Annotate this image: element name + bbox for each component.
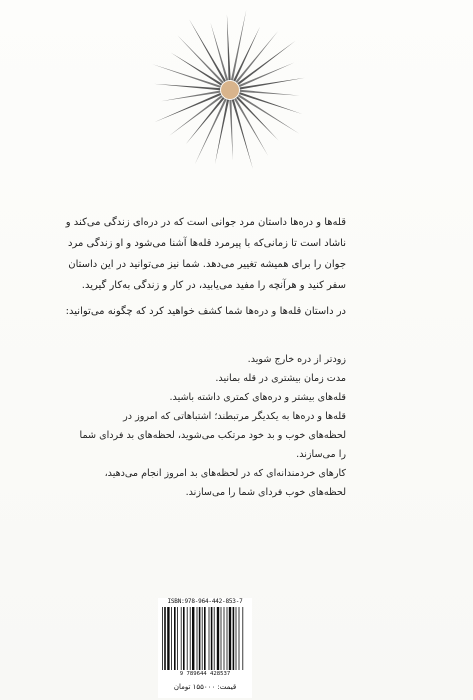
star-spike [240,90,300,96]
barcode-bar [221,607,222,670]
star-spike [186,97,225,144]
barcode-bar [227,607,228,670]
list-line: را می‌سازند. [296,449,346,460]
intro-line: در داستان قله‌ها و دره‌ها شما کشف خواهید کرد که چگونه می‌توانید: [65,306,346,317]
barcode-bar [192,607,194,670]
list-line: لحظه‌های خوب و بد خود مرتکب می‌شوید، لحظه‌های بد فردای شما [79,430,346,441]
price-label: قیمت: ۱۵۵۰۰۰ تومان [173,683,237,691]
star-spike [239,92,302,114]
barcode-bar [190,607,191,670]
barcode-bar [181,607,182,670]
barcode-bar [202,607,203,670]
paragraph-line: جوان را برای همیشه تغییر می‌دهد. شما نیز می‌توانید در این داستان [68,259,346,270]
isbn-text: ISBN:978-964-442-853-7 [167,598,243,605]
barcode-bar [183,607,185,670]
paragraph-line: سفر کنید و هرآنچه را مفید می‌یابید، در کار و زندگی به‌کار گیرید. [81,280,346,291]
star-spike [238,94,300,133]
star-spike [161,91,220,102]
star-spike [215,100,229,165]
paragraph-line: ناشاد است تا زمانی‌که با پیرمرد قله‌ها آشنا می‌شود و او زندگی مرد [67,238,346,249]
barcode-bar [167,607,169,670]
barcode-bar [171,607,172,670]
barcode-bar [239,607,240,670]
barcode-bar [233,607,235,670]
barcode-bar [229,607,231,670]
barcode-bar [214,607,215,670]
barcode-bar [162,607,163,670]
benefits-list [79,350,346,502]
star-spike [189,19,226,82]
barcode-bar [236,607,237,670]
barcode-bar [177,607,178,670]
barcode-number: 9 789644 428537 [179,671,231,677]
barcode-bar [197,607,198,670]
barcode-bar [174,607,176,670]
star-spike [234,98,268,156]
star-spike [171,53,222,86]
barcode-bar [211,607,213,670]
star-spike [240,78,305,90]
barcode-bar [187,607,188,670]
barcode-bar [164,607,166,670]
star-spike [154,84,220,90]
list-line: زودتر از دره خارج شوید. [247,354,346,365]
description-paragraph [65,212,346,296]
star-spike [152,64,221,88]
star-spike [177,35,224,83]
list-line: قله‌ها و دره‌ها به یکدیگر مرتبطند؛ اشتباهاتی که امروز در [123,411,346,422]
list-line: مدت زمان بیشتری در قله بمانید. [215,373,346,384]
star-spike [229,100,233,160]
barcode-bar [224,607,225,670]
barcode-bar [209,607,210,670]
barcode-bar [199,607,201,670]
barcode-icon [160,607,250,670]
barcode-bar [217,607,219,670]
list-line: لحظه‌های خوب فردای شما را می‌سازند. [185,487,346,498]
list-line: کارهای خردمندانه‌ای که در لحظه‌های بد امروز انجام می‌دهید، [104,468,346,479]
starburst-graphic [150,2,310,182]
star-spike [235,31,278,83]
star-spike [237,41,295,85]
barcode-bar [204,607,206,670]
list-line: قله‌های بیشتر و دره‌های کمتری داشته باشید. [169,392,346,403]
barcode-bar [242,607,243,670]
star-spike [169,95,222,136]
paragraph-line: قله‌ها و دره‌ها داستان مرد جوانی است که در دره‌ای زندگی می‌کند و [65,217,346,228]
star-spike [227,14,231,80]
star-center [221,81,239,99]
